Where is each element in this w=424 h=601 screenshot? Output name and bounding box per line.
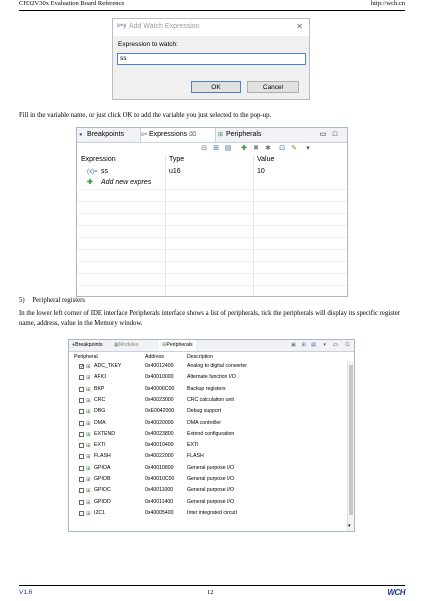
peripheral-address: 0x40010800 xyxy=(145,464,174,471)
peripheral-description: EXTI xyxy=(187,442,199,449)
peripheral-name: CRC xyxy=(94,396,106,403)
add-expression-icon[interactable]: ✚ xyxy=(241,145,247,152)
row-divider xyxy=(77,189,347,190)
dialog-title: Add Watch Expression xyxy=(129,23,200,30)
column-value: Value xyxy=(257,156,275,163)
peripheral-name: EXTEND xyxy=(94,430,116,437)
vertical-scrollbar[interactable] xyxy=(347,361,354,531)
peripheral-row[interactable] xyxy=(69,407,339,416)
view-menu-icon[interactable]: ▾ xyxy=(306,145,310,152)
peripheral-icon: ⊞ xyxy=(86,499,91,506)
column-peripheral: Peripheral xyxy=(74,354,98,360)
peripheral-description: Inter integrated circuit xyxy=(187,509,237,516)
peripheral-row[interactable] xyxy=(69,509,339,518)
peripheral-row[interactable] xyxy=(69,419,339,428)
peripheral-icon: ⊞ xyxy=(86,397,91,404)
row-divider xyxy=(77,225,347,226)
add-new-expression-label: Add new expres xyxy=(101,179,152,186)
view-tabbar xyxy=(69,340,354,352)
collapse-all-icon[interactable]: ⊟ xyxy=(201,145,207,152)
peripheral-row[interactable] xyxy=(69,362,339,371)
expression-label: Expression to watch: xyxy=(118,41,178,48)
peripheral-description: Extend configuration xyxy=(187,430,235,437)
tab-expressions[interactable]: x=Expressions ⌧ xyxy=(140,128,216,142)
peripheral-checkbox[interactable] xyxy=(79,454,84,459)
peripheral-checkbox[interactable] xyxy=(79,375,84,380)
toggle-icon[interactable]: ⊞ xyxy=(301,342,306,348)
add-new-expression-row[interactable] xyxy=(77,178,347,188)
peripheral-address: 0x40020000 xyxy=(145,419,174,426)
peripheral-icon: ⊞ xyxy=(86,375,91,382)
peripheral-row[interactable] xyxy=(69,486,339,495)
peripherals-icon: ⊞ xyxy=(162,342,167,348)
maximize-icon[interactable]: □ xyxy=(345,342,349,348)
view-menu-icon[interactable]: ▾ xyxy=(323,342,326,348)
page-footer xyxy=(19,589,405,601)
peripheral-icon: ⊞ xyxy=(86,386,91,393)
breakpoints-icon: ● xyxy=(79,132,83,138)
expression-input[interactable]: ss xyxy=(117,53,306,65)
scroll-down-icon[interactable]: ▾ xyxy=(348,523,351,529)
peripheral-icon: ⊞ xyxy=(86,420,91,427)
view-tabbar xyxy=(77,128,347,143)
expression-value: 10 xyxy=(257,168,265,175)
select-all-icon[interactable]: ▣ xyxy=(291,342,296,348)
peripheral-address: 0x40006C00 xyxy=(145,385,175,392)
peripherals-icon: ⊞ xyxy=(218,132,224,138)
peripheral-row[interactable] xyxy=(69,452,339,461)
section-title: Peripheral registers xyxy=(32,297,86,304)
peripheral-checkbox[interactable] xyxy=(79,398,84,403)
section-heading xyxy=(19,296,85,306)
peripheral-name: FLASH xyxy=(94,453,111,460)
peripheral-address: 0x40012400 xyxy=(145,363,174,369)
header-title: CH32V30x Evaluation Board Reference xyxy=(19,0,125,7)
peripheral-checkbox[interactable] xyxy=(79,409,84,414)
peripheral-name: EXTI xyxy=(94,442,106,449)
peripheral-checkbox[interactable] xyxy=(79,432,84,437)
peripheral-description: General purpose I/O xyxy=(187,464,235,471)
close-icon[interactable]: ✕ xyxy=(296,22,303,31)
peripheral-description: General purpose I/O xyxy=(187,498,235,505)
tab-breakpoints[interactable]: ●Breakpoints xyxy=(72,342,103,348)
peripheral-address: 0x40010C00 xyxy=(145,476,175,482)
peripheral-address: 0x40010400 xyxy=(145,442,174,449)
peripheral-row[interactable] xyxy=(69,475,339,484)
peripheral-checkbox[interactable] xyxy=(79,500,84,505)
peripheral-address: 0x40022000 xyxy=(145,453,174,460)
expression-name: ss xyxy=(101,168,108,175)
expression-type: u16 xyxy=(169,168,181,175)
peripheral-checkbox[interactable] xyxy=(79,488,84,493)
row-divider xyxy=(77,249,347,250)
page-header xyxy=(19,0,405,10)
peripheral-checkbox[interactable] xyxy=(79,466,84,471)
peripheral-description: Backup registers xyxy=(187,385,226,392)
peripheral-row[interactable] xyxy=(69,396,339,405)
tab-modules[interactable]: ▦Modules xyxy=(114,342,139,348)
maximize-icon[interactable]: □ xyxy=(332,131,338,138)
peripheral-address: 0x40023800 xyxy=(145,430,174,437)
peripherals-paragraph: In the lower left corner of IDE interface Peripherals interface shows a list of peripherals, tick the peripherals will display its specific register name, address, value in the Memory window. xyxy=(19,310,401,327)
tab-peripherals[interactable]: ⊞ Peripherals xyxy=(218,128,284,142)
peripheral-address: 0x40005400 xyxy=(145,509,174,516)
row-divider xyxy=(77,213,347,214)
minimize-icon[interactable]: ▭ xyxy=(333,342,338,348)
peripheral-name: GPIOC xyxy=(94,487,111,494)
peripheral-description: Analog to digital converter xyxy=(187,363,247,369)
minimize-icon[interactable]: ▭ xyxy=(319,131,327,138)
peripheral-address: 0x40023000 xyxy=(145,396,174,403)
breakpoints-icon: ● xyxy=(72,342,76,348)
footer-version: V1.6 xyxy=(19,589,33,596)
section-number: 5) xyxy=(19,297,25,304)
tab-peripherals[interactable]: ⊞Peripherals xyxy=(159,340,196,351)
peripheral-checkbox[interactable] xyxy=(79,477,84,482)
peripheral-name: BKP xyxy=(94,385,105,392)
peripheral-icon: ⊞ xyxy=(86,409,91,416)
peripheral-row[interactable] xyxy=(69,441,339,450)
column-type: Type xyxy=(169,156,185,163)
peripheral-checkbox[interactable] xyxy=(79,421,84,426)
peripheral-name: GPIOD xyxy=(94,498,111,505)
layout-icon[interactable]: ▤ xyxy=(311,342,316,348)
peripheral-address: 0x40010000 xyxy=(145,374,174,381)
peripheral-name: GPIOA xyxy=(94,464,111,471)
peripherals-header xyxy=(69,353,354,362)
modules-icon: ▦ xyxy=(114,342,119,348)
variable-icon: (x)= xyxy=(87,169,98,175)
peripheral-checkbox[interactable] xyxy=(79,387,84,392)
peripheral-description: General purpose I/O xyxy=(187,487,235,494)
wch-logo: WCH xyxy=(387,588,405,597)
row-divider xyxy=(77,285,347,286)
add-icon: ✚ xyxy=(87,179,93,186)
add-watch-expression-dialog xyxy=(112,18,310,100)
dialog-titlebar xyxy=(113,19,309,36)
peripheral-name: ADC_TKEY xyxy=(94,363,122,369)
peripheral-row[interactable] xyxy=(69,373,339,382)
peripheral-row[interactable] xyxy=(69,385,339,394)
peripheral-name: I2C1 xyxy=(94,509,105,516)
peripheral-address: 0x40011000 xyxy=(145,487,174,494)
expressions-view xyxy=(76,127,348,297)
peripheral-name: GPIOB xyxy=(94,476,111,482)
peripheral-icon: ⊞ xyxy=(86,443,91,450)
peripheral-description: FLASH xyxy=(187,453,204,460)
row-divider xyxy=(77,237,347,238)
instruction-paragraph: Fill in the variable name, or just click OK to add the variable you just selected to the pop-up. xyxy=(19,112,272,119)
peripheral-icon: ⊞ xyxy=(86,477,91,483)
edit-icon[interactable]: ✎ xyxy=(291,145,297,152)
peripheral-icon: ⊞ xyxy=(86,488,91,495)
peripheral-icon: ⊞ xyxy=(86,465,91,472)
peripheral-description: DMA controller xyxy=(187,419,222,426)
peripheral-checkbox[interactable] xyxy=(79,443,84,448)
expressions-icon: x= xyxy=(141,132,148,138)
peripheral-icon: ⊞ xyxy=(86,510,91,517)
peripherals-view xyxy=(68,339,355,532)
row-divider xyxy=(77,201,347,202)
peripheral-row[interactable] xyxy=(69,464,339,473)
peripheral-name: DBG xyxy=(94,408,106,415)
remove-icon[interactable]: ✖ xyxy=(253,145,259,152)
tab-breakpoints[interactable]: ● Breakpoints xyxy=(79,128,139,142)
peripheral-address: 0x40011400 xyxy=(145,498,174,505)
page-number: 12 xyxy=(207,589,214,596)
row-divider xyxy=(77,261,347,262)
peripheral-description: General purpose I/O xyxy=(187,476,235,482)
header-url[interactable]: http://wch.cn xyxy=(370,0,405,7)
peripheral-checkbox[interactable] xyxy=(79,511,84,516)
peripheral-row[interactable] xyxy=(69,498,339,507)
header-rule xyxy=(19,10,405,11)
peripheral-description: CRC calculation unit xyxy=(187,396,234,403)
peripheral-checkbox[interactable]: ✓ xyxy=(80,364,85,370)
peripheral-icon: ⊞ xyxy=(86,431,91,438)
peripheral-description: Debug support xyxy=(187,408,222,415)
peripheral-name: AFIO xyxy=(94,374,107,381)
column-address: Address xyxy=(145,354,165,360)
peripheral-icon: ⊞ xyxy=(86,454,91,461)
peripheral-description: Alternate function I/O xyxy=(187,374,236,381)
scrollbar-thumb[interactable] xyxy=(349,365,353,515)
peripheral-row[interactable] xyxy=(69,430,339,439)
column-expression: Expression xyxy=(81,156,116,163)
expressions-header xyxy=(77,154,347,166)
peripheral-icon: ⊞ xyxy=(86,364,91,370)
ok-button[interactable]: OK xyxy=(191,81,241,93)
expression-row[interactable] xyxy=(77,167,347,177)
footer-rule xyxy=(19,585,405,586)
peripheral-name: DMA xyxy=(94,419,106,426)
cancel-button[interactable]: Cancel xyxy=(247,81,299,93)
layout-icon[interactable]: ▤ xyxy=(224,145,232,152)
row-divider xyxy=(77,273,347,274)
show-type-icon[interactable]: ⊞ xyxy=(213,145,219,152)
peripheral-address: 0xE0042000 xyxy=(145,408,175,415)
remove-all-icon[interactable]: ✱ xyxy=(265,145,271,152)
watch-expression-icon: x=y xyxy=(117,23,127,29)
column-description: Description xyxy=(187,354,213,360)
collapse-icon[interactable]: ⊡ xyxy=(279,145,285,152)
